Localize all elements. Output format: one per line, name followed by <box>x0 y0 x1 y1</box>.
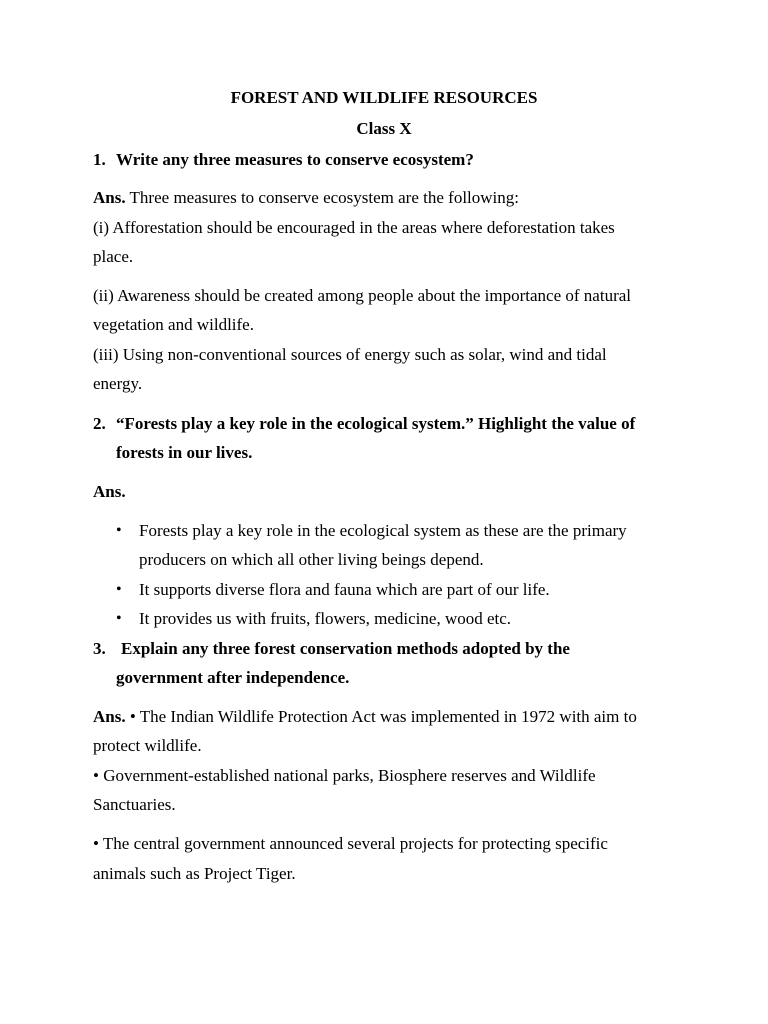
bullet-icon: • <box>116 581 122 598</box>
bullet-item: It supports diverse flora and fauna which are part of our life. <box>139 580 550 599</box>
answer-3-line: • The central government announced several projects for protecting specific <box>93 834 608 853</box>
question-3-number: 3. <box>93 639 106 658</box>
document-subtitle: Class X <box>356 119 412 138</box>
answer-1-line: (ii) Awareness should be created among people about the importance of natural <box>93 286 631 305</box>
answer-1-line: energy. <box>93 374 143 393</box>
question-1-text: Write any three measures to conserve ecosystem? <box>116 150 474 169</box>
question-1 <box>93 150 474 170</box>
answer-1-intro <box>93 188 519 208</box>
bullet-icon: • <box>116 522 122 539</box>
document-title: FOREST AND WILDLIFE RESOURCES <box>230 88 538 107</box>
answer-3-first-line <box>93 707 637 727</box>
answer-3-text: • The Indian Wildlife Protection Act was implemented in 1972 with aim to <box>125 707 637 726</box>
question-2-number: 2. <box>93 414 106 433</box>
bullet-item: Forests play a key role in the ecological system as these are the primary <box>139 521 627 540</box>
answer-3-line: • Government-established national parks, Biosphere reserves and Wildlife <box>93 766 596 785</box>
answer-1-intro-text: Three measures to conserve ecosystem are the following: <box>125 188 519 207</box>
question-3-text-cont: government after independence. <box>116 668 350 687</box>
question-2 <box>93 414 635 434</box>
answer-3-line: protect wildlife. <box>93 736 202 755</box>
answer-1-line: (i) Afforestation should be encouraged in the areas where deforestation takes <box>93 218 615 237</box>
question-2-text: “Forests play a key role in the ecological system.” Highlight the value of <box>116 414 636 433</box>
bullet-item: It provides us with fruits, flowers, medicine, wood etc. <box>139 609 512 628</box>
answer-1-label: Ans. <box>93 188 126 207</box>
answer-1-line: vegetation and wildlife. <box>93 315 254 334</box>
answer-3-label: Ans. <box>93 707 126 726</box>
answer-1-line: place. <box>93 247 134 266</box>
bullet-item-cont: producers on which all other living beings depend. <box>139 550 484 569</box>
answer-3-line: Sanctuaries. <box>93 795 176 814</box>
answer-1-line: (iii) Using non-conventional sources of energy such as solar, wind and tidal <box>93 345 607 364</box>
bullet-icon: • <box>116 610 122 627</box>
answer-3-line: animals such as Project Tiger. <box>93 864 296 883</box>
question-3-text: Explain any three forest conservation methods adopted by the <box>121 639 570 658</box>
question-1-number: 1. <box>93 150 106 169</box>
question-2-text-cont: forests in our lives. <box>116 443 253 462</box>
answer-2-label: Ans. <box>93 482 126 501</box>
question-3 <box>93 639 570 659</box>
